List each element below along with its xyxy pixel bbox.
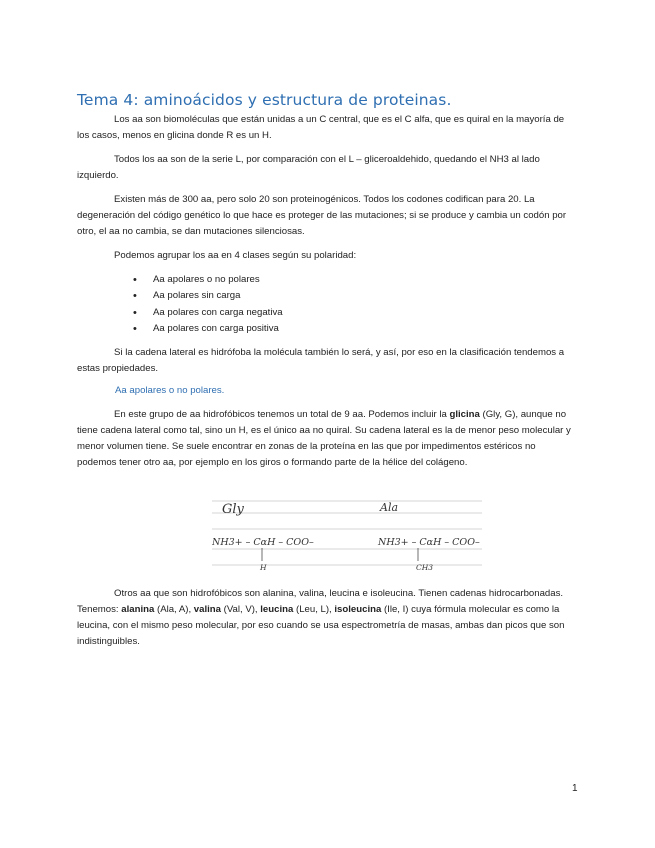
paragraph-7: Otros aa que son hidrofóbicos son alanina, valina, leucina e isoleucina. Tienen cadenas hidrocarbonadas. Tenemos: alanina (Ala, A), valina (Val, V), leucina (Leu, L), isoleucina (Ile, I) cuya fórmula molecular es como la leucina, con el mismo peso molecular, por eso cuando se usa espectrometría de masas, ambas dan picos que son indistinguibles.: [77, 588, 565, 647]
section-subheading: Aa apolares o no polares.: [115, 385, 225, 396]
term-isoleucina: isoleucina: [334, 604, 382, 615]
handwritten-formula-figure: [212, 493, 482, 573]
gly-label: Gly: [222, 502, 244, 517]
paragraph-2: Todos los aa son de la serie L, por comparación con el L – gliceroaldehido, quedando el NH3 al lado izquierdo.: [77, 154, 540, 181]
list-item: • Aa polares con carga negativa: [133, 305, 283, 321]
term-glicina: glicina: [449, 409, 480, 420]
term-valina: valina: [193, 604, 221, 615]
list-item: • Aa polares sin carga: [133, 288, 283, 304]
bullet-icon: •: [133, 274, 137, 286]
list-item: • Aa apolares o no polares: [133, 272, 283, 288]
paragraph-6: En este grupo de aa hidrofóbicos tenemos un total de 9 aa. Podemos incluir la glicina (Gly, G), aunque no tiene cadena lateral como tal, sino un H, es el único aa no quiral. Su cadena lateral es la de menor peso molecular y menor volumen tiene. Se suele encontrar en zonas de la proteína en las que por impedimentos estéricos no podemos tener otro aa, por ejemplo en los giros o formando parte de la hélice del colágeno.: [77, 409, 571, 468]
gly-side-chain: H: [260, 563, 267, 572]
ala-label: Ala: [380, 501, 399, 514]
polarity-class-list: [133, 272, 283, 337]
ala-side-chain: CH3: [416, 563, 434, 572]
page-number: 1: [572, 783, 578, 794]
page-title: Tema 4: aminoácidos y estructura de proteinas.: [77, 91, 452, 109]
bullet-icon: •: [133, 290, 137, 303]
paragraph-1: Los aa son biomoléculas que están unidas a un C central, que es el C alfa, que es quiral en la mayoría de los casos, menos en glicina donde R es un H.: [77, 114, 565, 141]
term-leucina: leucina: [260, 604, 294, 615]
paragraph-4: Podemos agrupar los aa en 4 clases según su polaridad:: [114, 250, 357, 261]
bullet-icon: •: [133, 306, 137, 319]
term-alanina: alanina: [121, 604, 155, 615]
paragraph-5: Si la cadena lateral es hidrófoba la molécula también lo será, y así, por eso en la clasificación tendemos a estas propiedades.: [77, 347, 565, 374]
bullet-icon: •: [133, 322, 137, 335]
gly-formula: NH3+ – CαH – COO–: [212, 537, 314, 548]
ala-formula: NH3+ – CαH – COO–: [378, 537, 480, 548]
list-item: • Aa polares con carga positiva: [133, 321, 283, 337]
paragraph-3: Existen más de 300 aa, pero solo 20 son proteinogénicos. Todos los codones codifican para 20. La degeneración del código genético lo que hace es proteger de las mutaciones; si se produce y cambia un codón por otro, el aa no cambia, se dan mutaciones silenciosas.: [77, 194, 567, 237]
